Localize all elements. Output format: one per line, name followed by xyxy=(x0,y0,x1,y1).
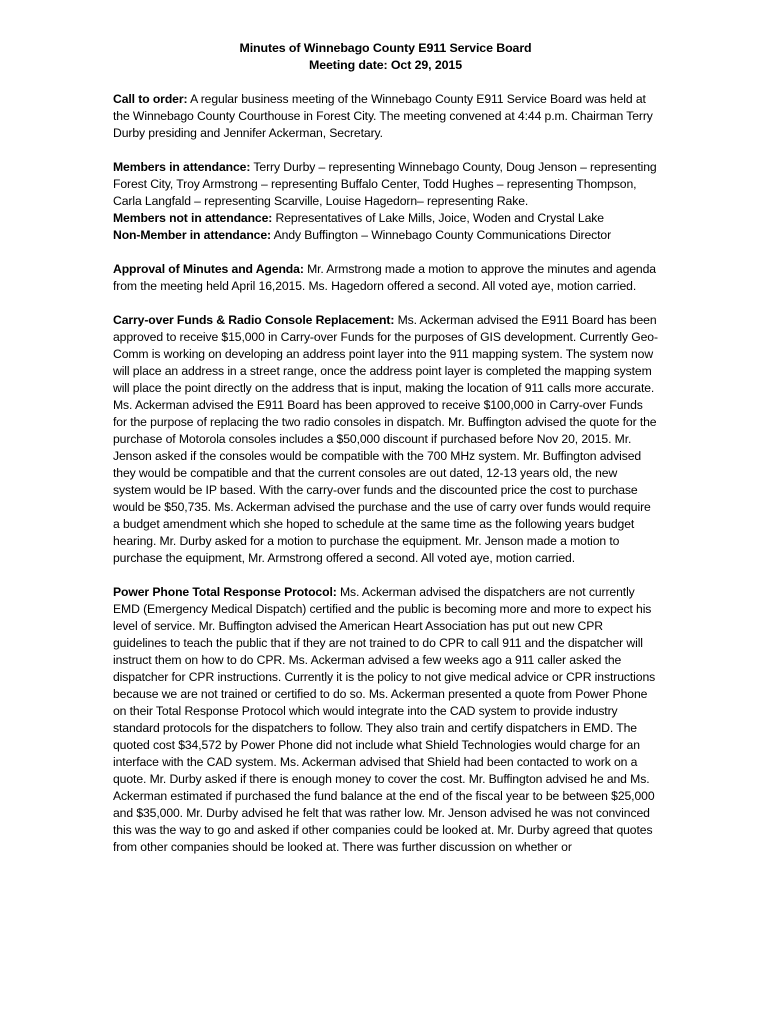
non-member-attendance-text: Andy Buffington – Winnebago County Communications Director xyxy=(271,228,612,242)
members-not-attendance-text: Representatives of Lake Mills, Joice, Woden and Crystal Lake xyxy=(272,211,604,225)
document-title xyxy=(113,40,658,74)
power-phone-text: Ms. Ackerman advised the dispatchers are not currently EMD (Emergency Medical Dispatch) certified and the public is becoming more and more to expect his level of service. Mr. Buffington advised the American Heart Association has put out new CPR guidelines to teach the public that if they are not trained to do CPR to call 911 and the dispatcher will instruct them on how to do CPR. Ms. Ackerman advised a few weeks ago a 911 caller asked the dispatcher for CPR instructions. Currently it is the policy to not give medical advice or CPR instructions because we are not trained or certified to do so. Ms. Ackerman presented a quote from Power Phone on their Total Response Protocol which would integrate into the CAD system to provide industry standard protocols for the dispatchers to follow. They also train and certify dispatchers in EMD. The quoted cost $34,572 by Power Phone did not include what Shield Technologies would charge for an interface with the CAD system. Ms. Ackerman advised that Shield had been contacted to work on a quote. Mr. Durby asked if there is enough money to cover the cost. Mr. Buffington advised he and Ms. Ackerman estimated if purchased the fund balance at the end of the fiscal year to be between $25,000 and $35,000. Mr. Durby advised he felt that was rather low. Mr. Jenson advised he was not convinced this was the way to go and asked if other companies could be looked at. Mr. Durby agreed that quotes from other companies should be looked at. There was further discussion on whether or xyxy=(113,585,656,854)
title-line-2: Meeting date: Oct 29, 2015 xyxy=(308,58,463,72)
call-to-order-text: A regular business meeting of the Winnebago County E911 Service Board was held at the Winnebago County Courthouse in Forest City. The meeting convened at 4:44 p.m. Chairman Terry Durby presiding and Jennifer Ackerman, Secretary. xyxy=(113,92,653,140)
title-line-1: Minutes of Winnebago County E911 Service Board xyxy=(239,41,532,55)
approval-minutes-text: Mr. Armstrong made a motion to approve the minutes and agenda from the meeting held April 16,2015. Ms. Hagedorn offered a second. All voted aye, motion carried. xyxy=(113,262,656,293)
carry-over-paragraph xyxy=(113,312,658,567)
members-attendance-text: Terry Durby – representing Winnebago County, Doug Jenson – representing Forest City, Troy Armstrong – representing Buffalo Center, Todd Hughes – representing Thompson, Carla Langfald – representing Scarville, Louise Hagedorn– representing Rake. xyxy=(113,160,657,208)
power-phone-paragraph xyxy=(113,584,658,856)
approval-minutes-paragraph xyxy=(113,261,658,295)
carry-over-label: Carry-over Funds & Radio Console Replacement: xyxy=(113,313,395,327)
call-to-order-paragraph xyxy=(113,91,658,142)
power-phone-label: Power Phone Total Response Protocol: xyxy=(113,585,337,599)
document-body xyxy=(113,40,658,856)
members-not-attendance-label: Members not in attendance: xyxy=(113,211,273,225)
non-member-attendance-label: Non-Member in attendance: xyxy=(113,228,271,242)
call-to-order-label: Call to order: xyxy=(113,92,188,106)
carry-over-text: Ms. Ackerman advised the E911 Board has been approved to receive $15,000 in Carry-over Funds for the purposes of GIS development. Currently Geo-Comm is working on developing an address point layer into the 911 mapping system. The system now will place an address in a street range, once the address point layer is completed the mapping system will place the point directly on the address that is input, making the location of 911 calls more accurate. Ms. Ackerman advised the E911 Board has been approved to receive $100,000 in Carry-over Funds for the purpose of replacing the two radio consoles in dispatch. Mr. Buffington advised the quote for the purchase of Motorola consoles includes a $50,000 discount if purchased before Nov 20, 2015. Mr. Jenson asked if the consoles would be compatible with the 700 MHz system. Mr. Buffington advised they would be compatible and that the current consoles are out dated, 12-13 years old, the new system would be IP based. With the carry-over funds and the discounted price the cost to purchase would be $50,735. Ms. Ackerman advised the purchase and the use of carry over funds would require a budget amendment which she hoped to schedule at the same time as the following years budget hearing. Mr. Durby asked for a motion to purchase the equipment. Mr. Jenson made a motion to purchase the equipment, Mr. Armstrong offered a second. All voted aye, motion carried. xyxy=(113,313,658,565)
members-attendance-label: Members in attendance: xyxy=(113,160,251,174)
members-not-attendance-paragraph xyxy=(113,210,658,227)
members-attendance-paragraph xyxy=(113,159,658,210)
non-member-attendance-paragraph xyxy=(113,227,658,244)
approval-minutes-label: Approval of Minutes and Agenda: xyxy=(113,262,304,276)
